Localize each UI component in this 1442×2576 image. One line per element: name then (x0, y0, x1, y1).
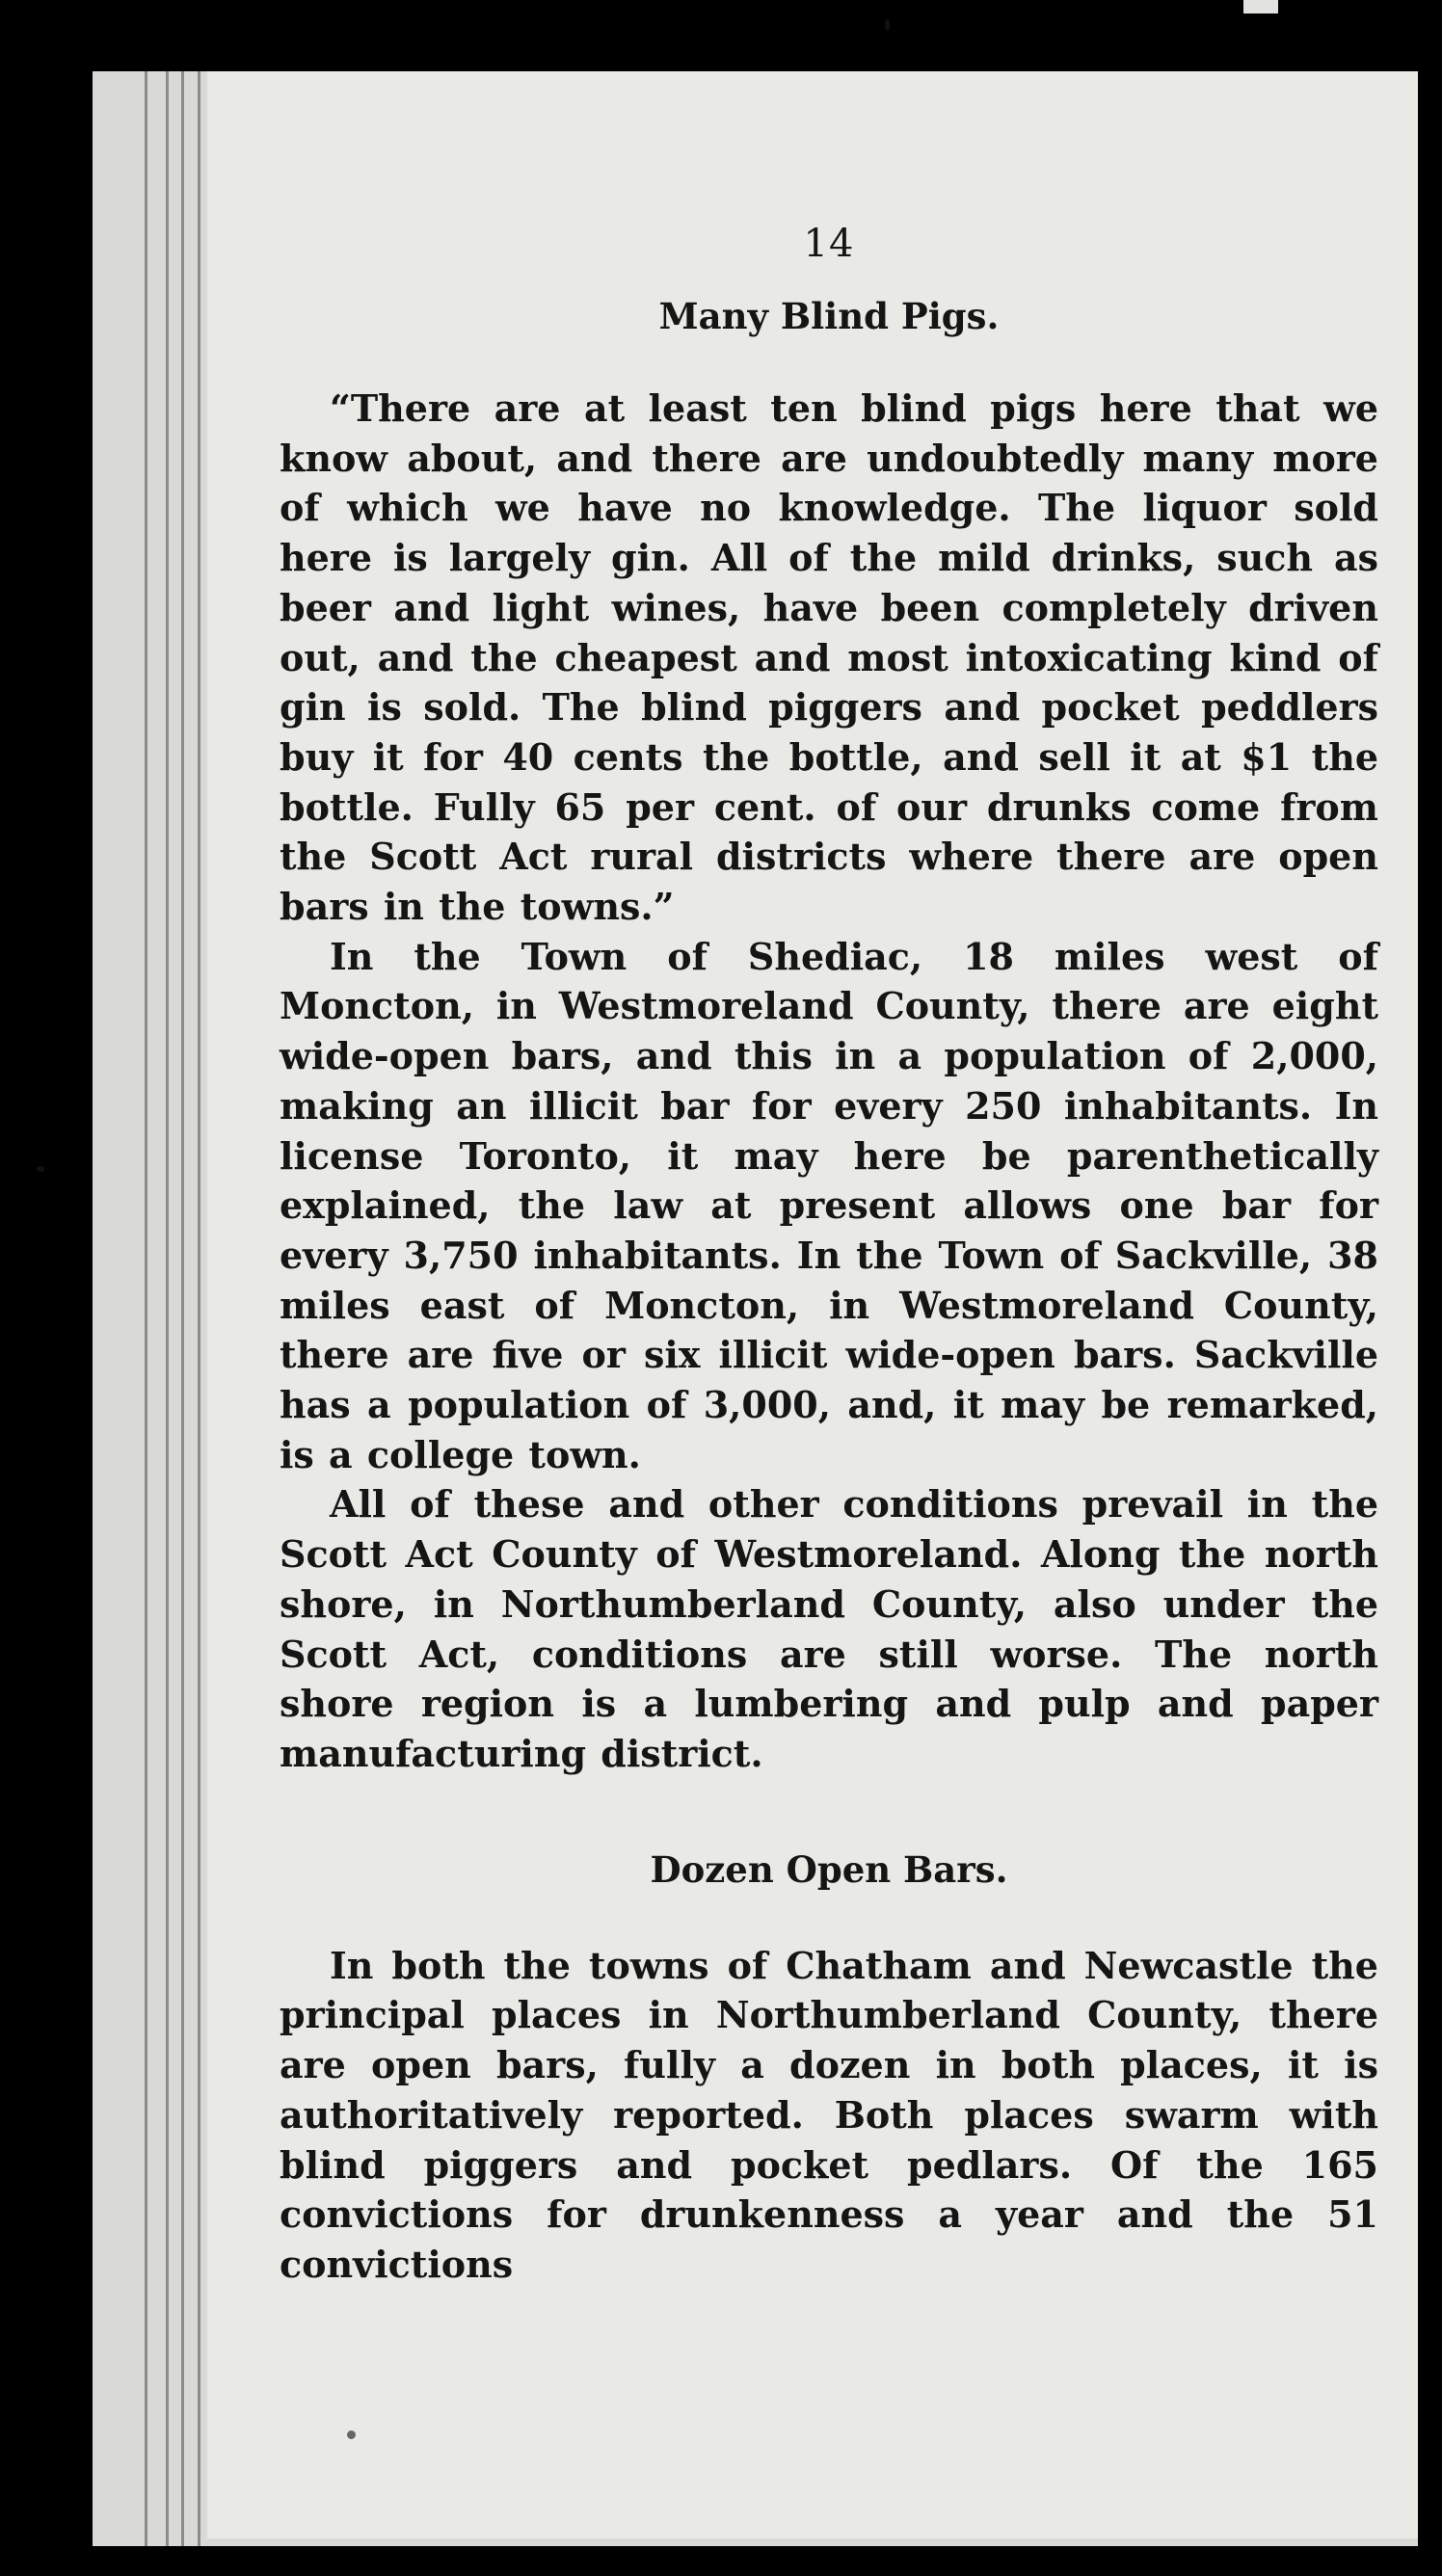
page-edge-line (166, 71, 169, 2546)
page-edge-line (181, 71, 184, 2546)
scan-speck (885, 19, 890, 31)
page-edge-line (198, 71, 200, 2546)
paragraph: In the Town of Shediac, 18 miles west of Moncton, in Westmoreland County, there are eight wide-open bars, and this in a population of 2,000, making an illicit bar for every 250 inhabitants. In license Toronto, it may here be parenthetically explained, the law at present allows one bar for every 3,750 inhabitants. In the Town of Sackville, 38 miles east of Moncton, in Westmoreland County, there are five or six illicit wide-open bars. Sackville has a population of 3,000, and, it may be remarked, is a college town. (280, 934, 1378, 1476)
paragraph: In both the towns of Chatham and Newcastle the principal places in Northumberland County, there are open bars, fully a dozen in both places, it is authoritatively reported. Both places swarm with blind piggers and pocket pedlars. Of the 165 convictions for drunkenness a year and the 51 convictions (280, 1943, 1378, 2286)
paragraph: All of these and other conditions prevail in the Scott Act County of Westmoreland. Along the north shore, in Northumberland County, also under the Scott Act, conditions are still worse. The north shore region is a lumbering and pulp and paper manufacturing district. (280, 1482, 1378, 1775)
scan-speck (347, 2430, 356, 2439)
paragraph: “There are at least ten blind pigs here that we know about, and there are undoubtedly many more of which we have no knowledge. The liquor sold here is largely gin. All of the mild drinks, such as beer and light wines, have been completely driven out, and the cheapest and most intoxicating kind of gin is sold. The blind piggers and pocket peddlers buy it for 40 cents the bottle, and sell it at $1 the bottle. Fully 65 per cent. of our drunks come from the Scott Act rural districts where there are open bars in the towns.” (280, 386, 1378, 929)
top-scan-artifact (1243, 0, 1278, 13)
page-text (280, 222, 1378, 2290)
section-heading: Many Blind Pigs. (658, 295, 1000, 337)
scan-speck (37, 1166, 44, 1172)
page-number: 14 (803, 222, 855, 266)
page-edge-line (145, 71, 147, 2546)
section-heading: Dozen Open Bars. (650, 1847, 1008, 1891)
